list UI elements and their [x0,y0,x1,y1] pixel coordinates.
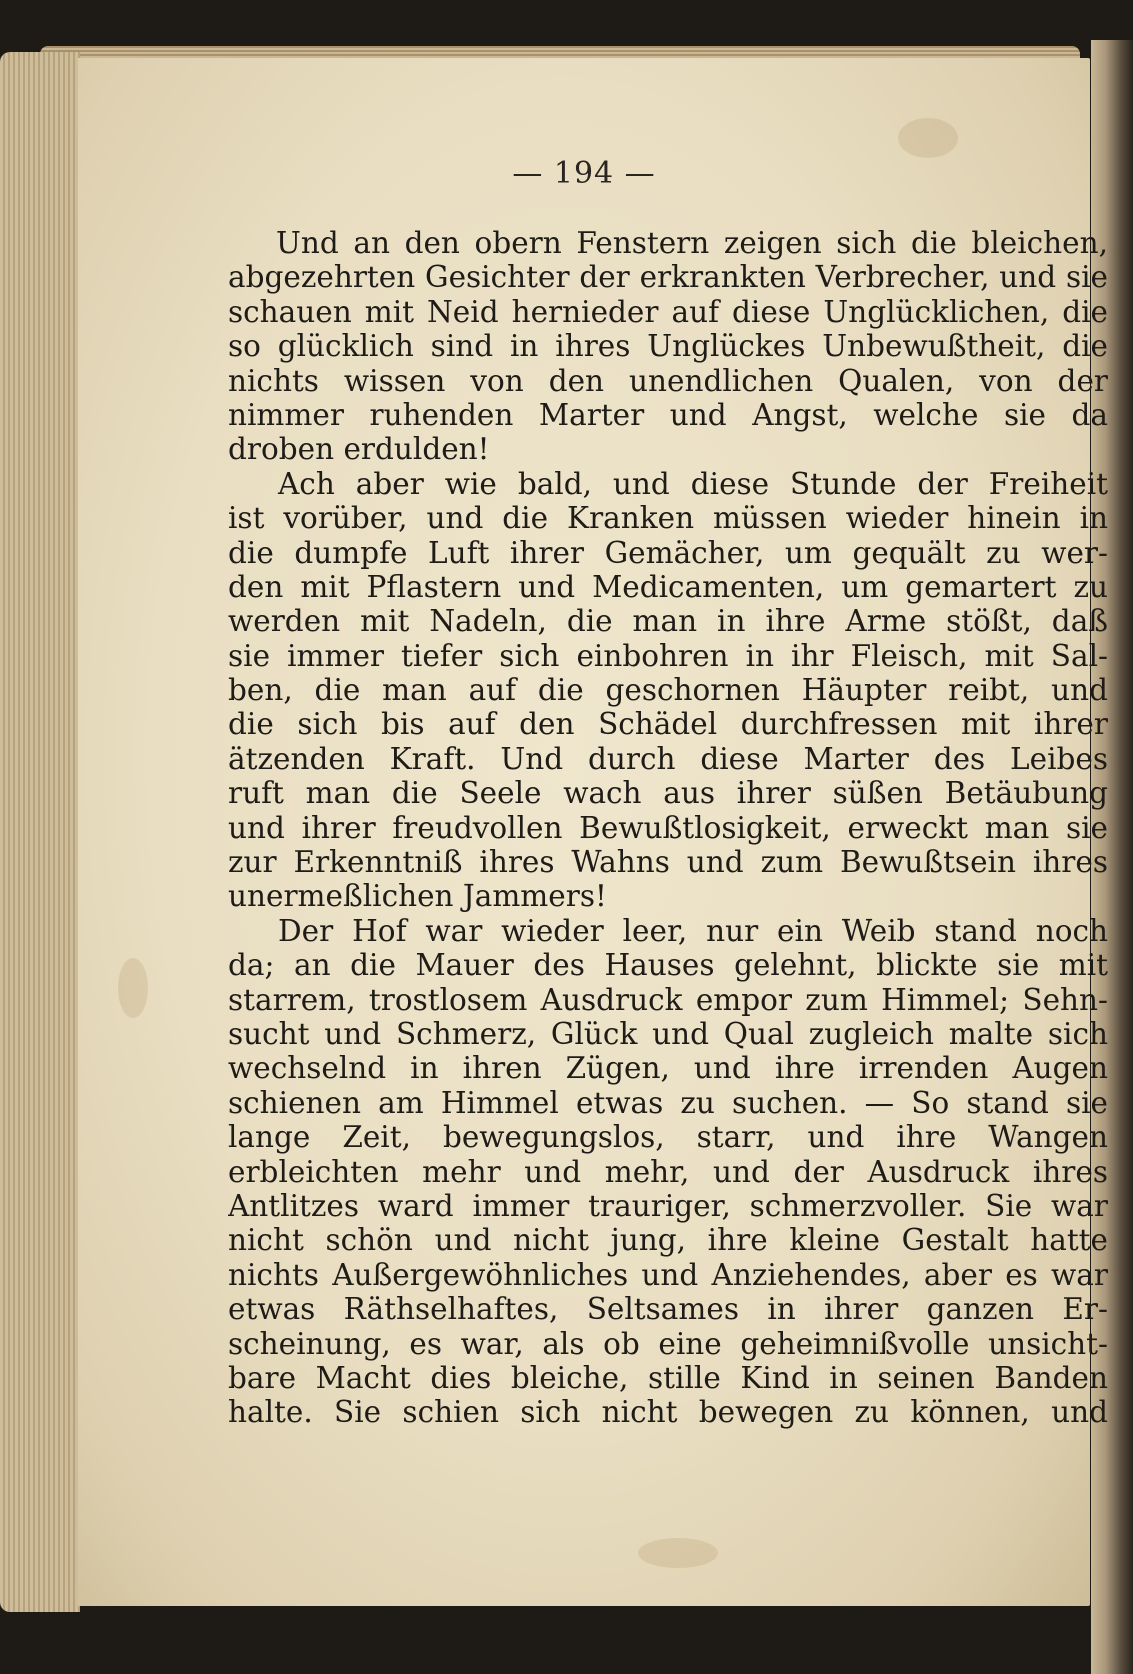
stain [898,118,958,158]
text-line: Ach aber wie bald, und diese Stunde der Freiheit [278,466,1108,501]
text-line: Antlitzes ward immer trauriger, schmerzvoller. Sie war [228,1188,1108,1223]
text-line: nicht schön und nicht jung, ihre kleine Gestalt hatte [228,1223,1108,1258]
text-line: halte. Sie schien sich nicht bewegen zu können, und [228,1395,1108,1430]
text-line: etwas Räthselhaftes, Seltsames in ihrer ganzen Er- [228,1292,1108,1327]
book-page-edges [0,52,80,1612]
text-line: scheinung, es war, als ob eine geheimnißvolle unsicht- [228,1326,1108,1361]
text-line: wechselnd in ihren Zügen, und ihre irrenden Augen [228,1051,1108,1086]
text-line: ist vorüber, und die Kranken müssen wieder hinein in [228,501,1108,536]
text-line: den mit Pflastern und Medicamenten, um gemartert zu [228,569,1108,604]
text-line: ben, die man auf die geschornen Häupter reibt, und [228,673,1108,708]
text-line: bare Macht dies bleiche, stille Kind in seinen Banden [228,1360,1108,1395]
text-line: da; an die Mauer des Hauses gelehnt, blickte sie mit [228,948,1108,983]
page-sheet [78,58,1108,1606]
text-line: Und an den obern Fenstern zeigen sich die bleichen, [276,226,1108,260]
text-line: droben erdulden! [228,432,490,467]
text-line: schienen am Himmel etwas zu suchen. — So stand sie [228,1085,1108,1120]
text-line: die sich bis auf den Schädel durchfressen mit ihrer [228,707,1108,742]
text-line: schauen mit Neid hernieder auf diese Unglücklichen, die [228,294,1108,329]
text-line: sie immer tiefer sich einbohren in ihr Fleisch, mit Sal- [228,638,1108,673]
text-line: nimmer ruhenden Marter und Angst, welche sie da [228,397,1108,432]
stain [638,1538,718,1568]
text-line: werden mit Nadeln, die man in ihre Arme stößt, daß [228,604,1108,639]
text-line: abgezehrten Gesichter der erkrankten Verbrecher, und sie [228,260,1108,295]
text-line: ätzenden Kraft. Und durch diese Marter des Leibes [228,741,1108,776]
text-line: unermeßlichen Jammers! [228,879,607,914]
text-line: nichts Außergewöhnliches und Anziehendes, aber es war [228,1257,1108,1292]
body-text [228,226,1108,1430]
text-line: sucht und Schmerz, Glück und Qual zugleich malte sich [228,1016,1108,1051]
text-line: die dumpfe Luft ihrer Gemächer, um gequält zu wer- [228,535,1108,570]
text-line: so glücklich sind in ihres Unglückes Unbewußtheit, die [228,329,1108,364]
text-line: und ihrer freudvollen Bewußtlosigkeit, erweckt man sie [228,810,1108,845]
text-line: zur Erkenntniß ihres Wahns und zum Bewußtsein ihres [228,845,1108,880]
text-line: nichts wissen von den unendlichen Qualen, von der [228,363,1108,398]
text-line: erbleichten mehr und mehr, und der Ausdruck ihres [228,1154,1108,1189]
text-line: starrem, trostlosem Ausdruck empor zum Himmel; Sehn- [228,982,1108,1017]
page-number: — 194 — [512,156,656,191]
text-line: Der Hof war wieder leer, nur ein Weib stand noch [278,913,1108,948]
text-line: ruft man die Seele wach aus ihrer süßen Betäubung [228,776,1108,811]
text-line: lange Zeit, bewegungslos, starr, und ihre Wangen [228,1120,1108,1155]
stain [118,958,148,1018]
